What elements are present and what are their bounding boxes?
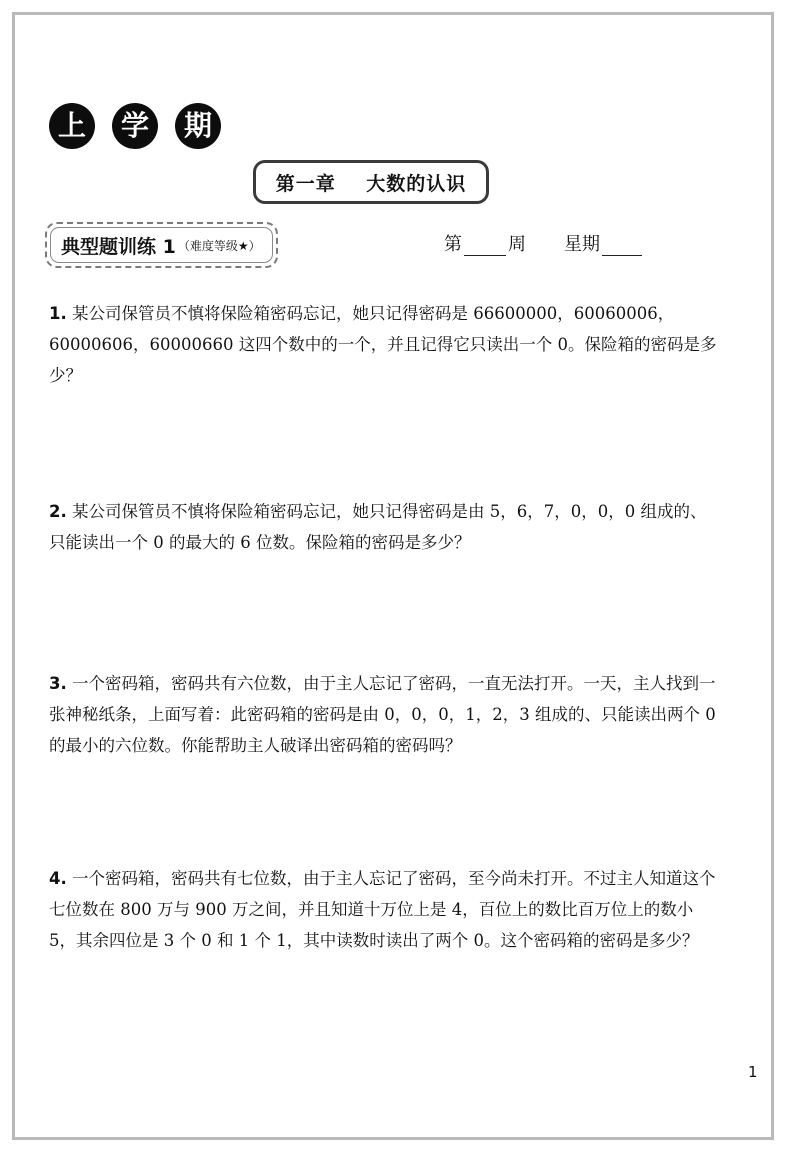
question-1: [49, 298, 719, 391]
question-4-number: 4.: [49, 869, 67, 888]
week-number-blank[interactable]: [464, 235, 506, 256]
question-2: [49, 496, 719, 558]
question-3: [49, 668, 719, 761]
question-3-text: 一个密码箱，密码共有六位数，由于主人忘记了密码，一直无法打开。一天，主人找到一张神秘纸条，上面写着：此密码箱的密码是由 0，0，0，1，2，3 组成的、只能读出两个 0 的最小的六位数。你能帮助主人破译出密码箱的密码吗？: [49, 674, 716, 755]
semester-heading: [49, 103, 221, 149]
training-label-box: [45, 222, 278, 268]
question-4-text: 一个密码箱，密码共有七位数，由于主人忘记了密码，至今尚未打开。不过主人知道这个七位数在 800 万与 900 万之间，并且知道十万位上是 4，百位上的数比百万位上的数小 5，其余四位是 3 个 0 和 1 个 1，其中读数时读出了两个 0。这个密码箱的密码是多少？: [49, 869, 716, 950]
chapter-title: 第一章 大数的认识: [256, 163, 486, 201]
semester-char-3: 期: [175, 103, 221, 149]
difficulty-level: （难度等级★）: [177, 238, 261, 253]
question-3-number: 3.: [49, 674, 67, 693]
week-day-line: [444, 230, 642, 256]
weekday-label: 星期: [564, 234, 600, 255]
page-number: 1: [748, 1063, 758, 1081]
question-2-text: 某公司保管员不慎将保险箱密码忘记，她只记得密码是由 5，6，7，0，0，0 组成的、只能读出一个 0 的最大的 6 位数。保险箱的密码是多少？: [49, 502, 707, 552]
chapter-banner: [253, 160, 489, 204]
semester-char-1: 上: [49, 103, 95, 149]
training-title: 典型题训练 1: [61, 235, 176, 258]
week-suffix: 周: [508, 234, 526, 255]
weekday-blank[interactable]: [602, 235, 642, 256]
training-label-inner: [50, 227, 273, 263]
question-1-text: 某公司保管员不慎将保险箱密码忘记，她只记得密码是 66600000，60060006，60000606，60000660 这四个数中的一个，并且记得它只读出一个 0。保险箱的密码是多少？: [49, 304, 717, 385]
question-2-number: 2.: [49, 502, 67, 521]
week-prefix: 第: [444, 234, 462, 255]
semester-char-2: 学: [112, 103, 158, 149]
question-1-number: 1.: [49, 304, 67, 323]
question-4: [49, 863, 719, 956]
